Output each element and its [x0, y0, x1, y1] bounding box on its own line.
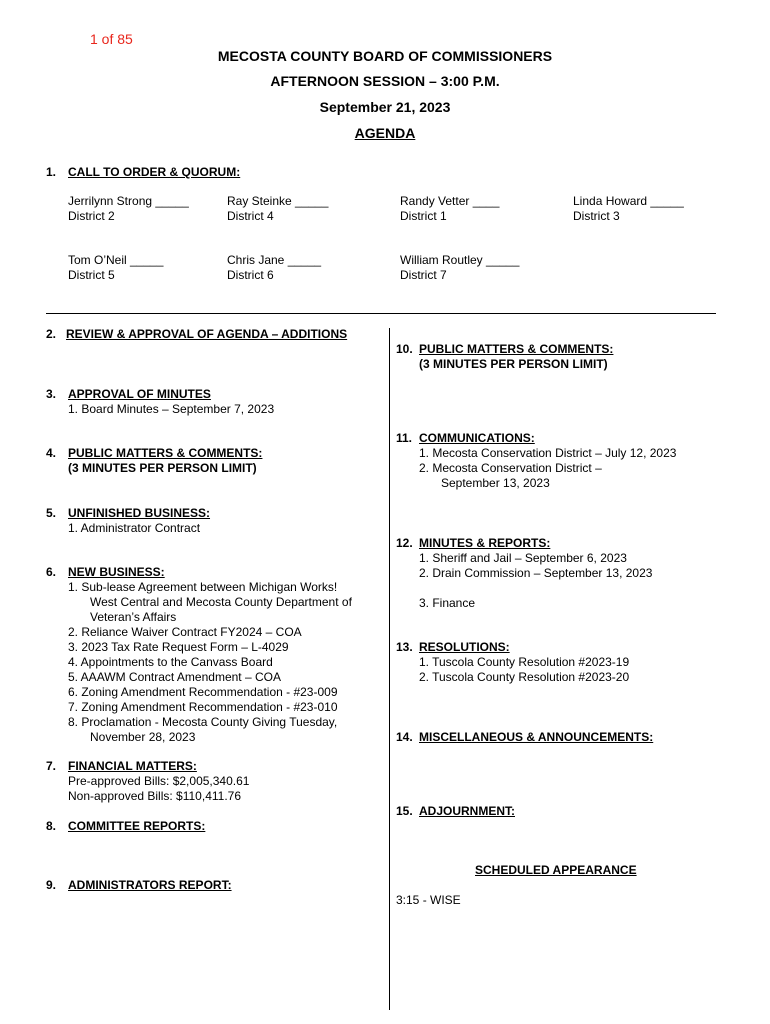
session-title: AFTERNOON SESSION – 3:00 P.M. [270, 73, 500, 89]
item-number-9: 9. [46, 878, 57, 892]
call-to-order-heading: CALL TO ORDER & QUORUM: [68, 165, 241, 179]
item-number-5: 5. [46, 506, 57, 520]
public-matters-limit-2: (3 MINUTES PER PERSON LIMIT) [419, 357, 608, 371]
financial-list [68, 774, 249, 804]
item-number-12: 12. [396, 536, 413, 550]
member-entry [573, 194, 733, 224]
item-number-11: 11. [396, 431, 413, 445]
item-number-8: 8. [46, 819, 57, 833]
member-name: William Routley _____ [400, 253, 520, 267]
list-item: 2. Reliance Waiver Contract FY2024 – COA [68, 625, 302, 639]
approval-minutes-heading: APPROVAL OF MINUTES [68, 387, 211, 401]
unfinished-business-heading: UNFINISHED BUSINESS: [68, 506, 211, 520]
public-matters-heading-2: PUBLIC MATTERS & COMMENTS: [419, 342, 614, 356]
item-number-7: 7. [46, 759, 57, 773]
item-number-4: 4. [46, 446, 57, 460]
communications-heading: COMMUNICATIONS: [419, 431, 535, 445]
list-item: Veteran’s Affairs [90, 610, 177, 624]
list-item: 2. Drain Commission – September 13, 2023 [419, 566, 653, 580]
item-number-3: 3. [46, 387, 57, 401]
member-entry [400, 253, 560, 283]
minutes-list [68, 402, 274, 417]
list-item: 3. Finance [419, 596, 476, 610]
item-number-10: 10. [396, 342, 413, 356]
agenda-title: AGENDA [354, 125, 416, 141]
member-district: District 1 [400, 209, 447, 223]
list-item: 5. AAAWM Contract Amendment – COA [68, 670, 281, 684]
unfinished-list [68, 521, 200, 536]
list-item: 3. 2023 Tax Rate Request Form – L-4029 [68, 640, 289, 654]
horizontal-divider [46, 313, 716, 314]
item-number-1: 1. [46, 165, 57, 179]
member-district: District 5 [68, 268, 115, 282]
administrators-report-heading: ADMINISTRATORS REPORT: [68, 878, 232, 892]
list-item: 1. Board Minutes – September 7, 2023 [68, 402, 275, 416]
member-name: Tom O’Neil _____ [68, 253, 164, 267]
resolutions-list [419, 655, 629, 685]
list-item: Non-approved Bills: $110,411.76 [68, 789, 242, 803]
list-item: 2. Mecosta Conservation District – [419, 461, 602, 475]
list-item: 1. Mecosta Conservation District – July 12, 2023 [419, 446, 677, 460]
scheduled-appearance-entry: 3:15 - WISE [396, 893, 461, 907]
item-number-15: 15. [396, 804, 413, 818]
member-entry [227, 194, 387, 224]
member-district: District 2 [68, 209, 115, 223]
member-district: District 4 [227, 209, 274, 223]
list-item: 1. Tuscola County Resolution #2023-19 [419, 655, 630, 669]
list-item: 6. Zoning Amendment Recommendation - #23-009 [68, 685, 338, 699]
new-business-list [68, 580, 352, 745]
list-item: September 13, 2023 [441, 476, 550, 490]
item-number-13: 13. [396, 640, 413, 654]
member-entry [68, 253, 228, 283]
member-name: Linda Howard _____ [573, 194, 684, 208]
list-item: 4. Appointments to the Canvass Board [68, 655, 273, 669]
scheduled-appearance-title: SCHEDULED APPEARANCE [475, 863, 637, 877]
list-item: 1. Administrator Contract [68, 521, 201, 535]
member-name: Randy Vetter ____ [400, 194, 500, 208]
resolutions-heading: RESOLUTIONS: [419, 640, 510, 654]
public-matters-limit: (3 MINUTES PER PERSON LIMIT) [68, 461, 257, 475]
member-entry [400, 194, 560, 224]
communications-list [419, 446, 676, 491]
member-district: District 6 [227, 268, 274, 282]
page-counter: 1 of 85 [90, 31, 133, 47]
minutes-reports-list [419, 551, 652, 611]
list-item: 2. Tuscola County Resolution #2023-20 [419, 670, 630, 684]
list-item: West Central and Mecosta County Department of [90, 595, 352, 609]
committee-reports-heading: COMMITTEE REPORTS: [68, 819, 206, 833]
list-item: 1. Sub-lease Agreement between Michigan Works! [68, 580, 338, 594]
public-matters-heading: PUBLIC MATTERS & COMMENTS: [68, 446, 263, 460]
org-title: MECOSTA COUNTY BOARD OF COMMISSIONERS [217, 48, 553, 64]
column-divider [389, 328, 390, 1010]
miscellaneous-heading: MISCELLANEOUS & ANNOUNCEMENTS: [419, 730, 654, 744]
member-name: Jerrilynn Strong _____ [68, 194, 189, 208]
meeting-date: September 21, 2023 [319, 99, 451, 115]
item-number-14: 14. [396, 730, 413, 744]
review-agenda-heading: REVIEW & APPROVAL OF AGENDA – ADDITIONS [66, 327, 348, 341]
member-name: Ray Steinke _____ [227, 194, 329, 208]
new-business-heading: NEW BUSINESS: [68, 565, 165, 579]
member-district: District 7 [400, 268, 447, 282]
member-name: Chris Jane _____ [227, 253, 322, 267]
item-number-6: 6. [46, 565, 57, 579]
item-number-2: 2. [46, 327, 57, 341]
list-item: 7. Zoning Amendment Recommendation - #23-010 [68, 700, 338, 714]
list-item: November 28, 2023 [90, 730, 196, 744]
member-entry [227, 253, 387, 283]
member-district: District 3 [573, 209, 620, 223]
financial-matters-heading: FINANCIAL MATTERS: [68, 759, 197, 773]
list-item: Pre-approved Bills: $2,005,340.61 [68, 774, 250, 788]
adjournment-heading: ADJOURNMENT: [419, 804, 515, 818]
minutes-reports-heading: MINUTES & REPORTS: [419, 536, 551, 550]
list-item: 8. Proclamation - Mecosta County Giving Tuesday, [68, 715, 338, 729]
list-item: 1. Sheriff and Jail – September 6, 2023 [419, 551, 627, 565]
member-entry [68, 194, 228, 224]
